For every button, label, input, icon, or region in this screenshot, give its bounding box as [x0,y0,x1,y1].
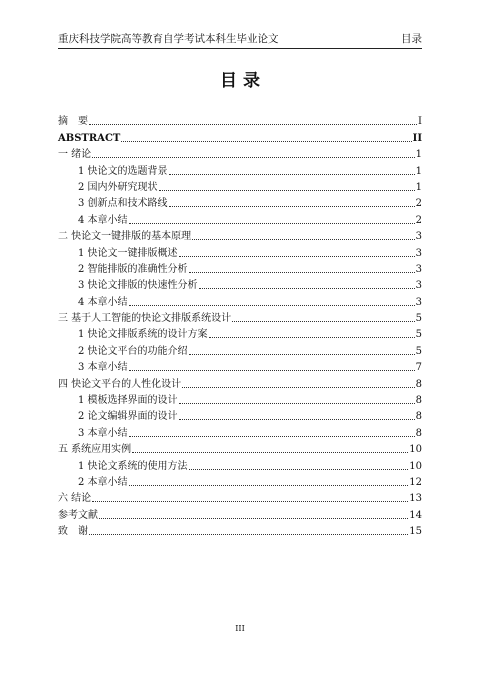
toc-leader-dots [189,469,409,470]
toc-entry-section[interactable] [58,391,422,407]
table-of-contents [58,112,422,538]
toc-leader-dots [209,337,415,338]
toc-entry-title: 2 国内外研究现状 [78,181,158,193]
toc-entry-chapter[interactable] [58,309,422,325]
toc-leader-dots [129,305,415,306]
toc-entry-title: 3 快论文排版的快速性分析 [78,280,198,292]
toc-entry-chapter[interactable] [58,145,422,161]
page-title: 目 录 [220,71,260,91]
toc-entry-title: 1 快论文系统的使用方法 [78,460,188,472]
toc-entry-section[interactable] [58,276,422,292]
toc-entry-page: 8 [415,378,422,390]
toc-entry-page: 1 [415,149,422,161]
toc-leader-dots [199,288,415,289]
toc-entry-page: 1 [415,181,422,193]
toc-entry-page: 3 [415,263,422,275]
toc-leader-dots [179,403,415,404]
toc-leader-dots [189,354,415,355]
toc-entry-page: 1 [415,165,422,177]
toc-leader-dots [129,370,415,371]
toc-entry-title: 一 绪论 [58,149,92,161]
header-rule [58,48,422,49]
toc-leader-dots [169,174,415,175]
toc-entry-page: 3 [415,247,422,259]
header-left-text: 重庆科技学院高等教育自学考试本科生毕业论文 [58,33,279,45]
toc-leader-dots [99,518,408,519]
toc-entry-title: 2 快论文平台的功能介绍 [78,345,188,357]
toc-entry-title: 摘 要 [58,116,88,128]
toc-entry-title: 2 智能排版的准确性分析 [78,263,188,275]
page-number: III [235,624,245,633]
toc-entry-chapter[interactable] [58,374,422,390]
toc-entry-section[interactable] [58,194,422,210]
toc-entry-chapter[interactable] [58,227,422,243]
toc-entry-page: 10 [409,460,422,472]
toc-leader-dots [129,436,415,437]
toc-entry-section[interactable] [58,325,422,341]
toc-entry-page: 8 [415,427,422,439]
toc-entry-section[interactable] [58,161,422,177]
toc-entry-section[interactable] [58,341,422,357]
toc-entry-page: 3 [415,231,422,243]
toc-entry-section[interactable] [58,178,422,194]
toc-entry-title: 五 系统应用实例 [58,444,132,456]
toc-entry-section[interactable] [58,473,422,489]
toc-entry-section[interactable] [58,423,422,439]
toc-entry-chapter[interactable] [58,505,422,521]
toc-leader-dots [89,124,417,125]
toc-entry-title: 致 谢 [58,526,88,538]
toc-entry-page: 8 [415,395,422,407]
toc-leader-dots [129,223,415,224]
toc-entry-page: 3 [415,280,422,292]
toc-entry-title: 4 本章小结 [78,214,128,226]
toc-entry-title: 参考文献 [58,509,98,521]
toc-entry-page: 10 [409,444,422,456]
toc-entry-page: 7 [415,362,422,374]
toc-entry-section[interactable] [58,210,422,226]
toc-leader-dots [232,321,414,322]
toc-entry-title: 1 快论文的选题背景 [78,165,168,177]
toc-entry-page: I [418,116,422,128]
toc-leader-dots [121,141,411,142]
toc-entry-page: 13 [409,493,422,505]
toc-entry-title: 3 本章小结 [78,362,128,374]
toc-leader-dots [92,501,408,502]
toc-leader-dots [169,206,415,207]
toc-leader-dots [92,157,414,158]
toc-leader-dots [182,387,414,388]
toc-entry-chapter[interactable] [58,522,422,538]
toc-entry-title: 1 快论文排版系统的设计方案 [78,329,208,341]
toc-entry-title: 六 结论 [58,493,92,505]
toc-leader-dots [89,534,408,535]
toc-entry-title: 三 基于人工智能的快论文排版系统设计 [58,313,232,325]
toc-leader-dots [129,485,409,486]
toc-entry-page: 8 [415,411,422,423]
toc-entry-chapter[interactable] [58,440,422,456]
toc-entry-page: II [412,132,422,144]
toc-leader-dots [192,239,414,240]
toc-entry-page: 2 [415,214,422,226]
toc-leader-dots [132,452,408,453]
toc-entry-section[interactable] [58,456,422,472]
toc-entry-page: 5 [415,313,422,325]
toc-entry-section[interactable] [58,260,422,276]
toc-entry-title: 3 创新点和技术路线 [78,198,168,210]
header-right-text: 目录 [401,33,422,45]
toc-entry-page: 3 [415,296,422,308]
toc-entry-title: 2 论文编辑界面的设计 [78,411,178,423]
toc-leader-dots [179,256,415,257]
toc-entry-title: 四 快论文平台的人性化设计 [58,378,182,390]
toc-entry-section[interactable] [58,407,422,423]
toc-entry-page: 5 [415,329,422,341]
toc-leader-dots [179,419,415,420]
toc-entry-title: 1 快论文一键排版概述 [78,247,178,259]
toc-entry-page: 5 [415,345,422,357]
toc-entry-page: 15 [409,526,422,538]
toc-entry-section[interactable] [58,358,422,374]
toc-entry-title: 1 模板选择界面的设计 [78,395,178,407]
toc-entry-title: ABSTRACT [58,132,121,144]
toc-entry-page: 2 [415,198,422,210]
toc-leader-dots [189,272,415,273]
page-header [58,33,422,45]
toc-entry-title: 4 本章小结 [78,296,128,308]
toc-entry-section[interactable] [58,243,422,259]
toc-entry-title: 二 快论文一键排版的基本原理 [58,231,192,243]
toc-entry-page: 14 [409,509,422,521]
toc-entry-title: 2 本章小结 [78,476,128,488]
toc-entry-chapter[interactable] [58,128,422,144]
toc-entry-page: 12 [409,476,422,488]
toc-leader-dots [159,190,415,191]
toc-entry-title: 3 本章小结 [78,427,128,439]
toc-entry-section[interactable] [58,292,422,308]
toc-entry-chapter[interactable] [58,112,422,128]
toc-entry-chapter[interactable] [58,489,422,505]
